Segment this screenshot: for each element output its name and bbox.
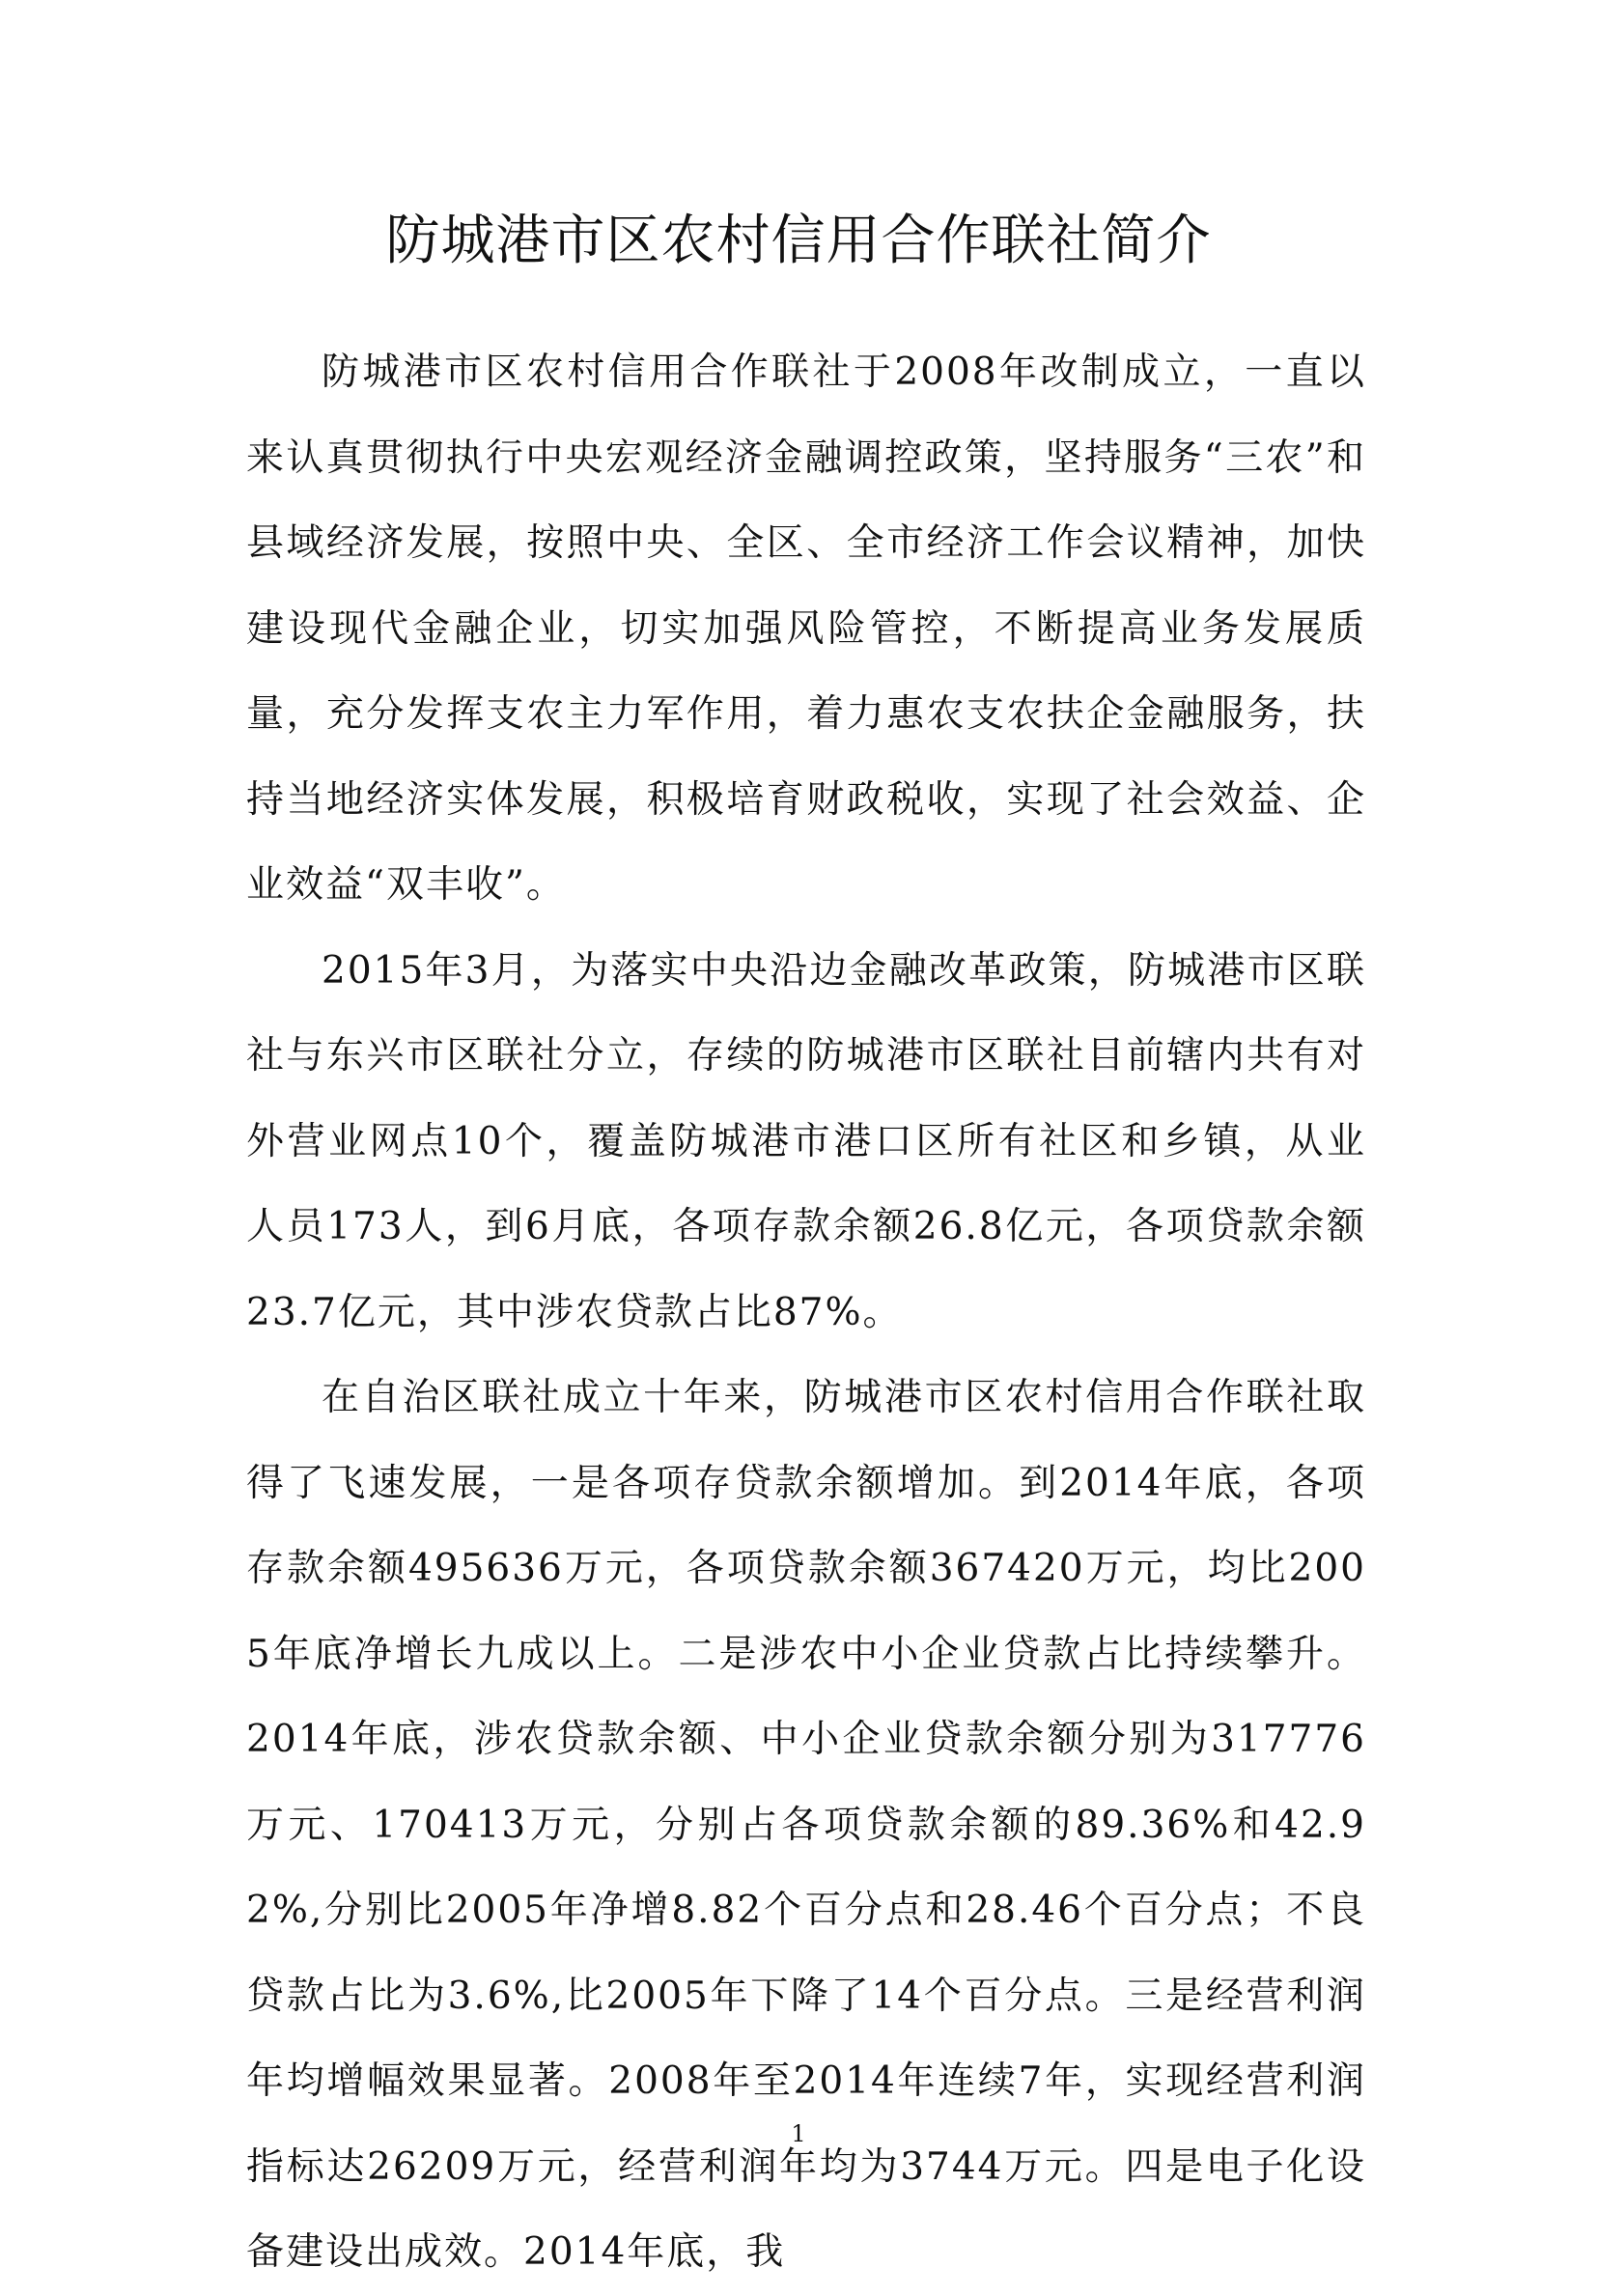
paragraph-founding: 防城港市区农村信用合作联社于2008年改制成立，一直以来认真贯彻执行中央宏观经济金融调控政策，坚持服务“三农”和县域经济发展，按照中央、全区、全市经济工作会议精神，加快建设现代金融企业，切实加强风险管控，不断提高业务发展质量，充分发挥支农主力军作用，着力惠农支农扶企金融服务，扶持当地经济实体发展，积极培育财政税收，实现了社会效益、企业效益“双丰收”。 — [246, 350, 1366, 907]
page-number: 1 — [791, 2120, 806, 2147]
document-body — [246, 330, 1366, 2296]
paragraph-development: 在自治区联社成立十年来，防城港市区农村信用合作联社取得了飞速发展，一是各项存贷款余额增加。到2014年底，各项存款余额495636万元，各项贷款余额367420万元，均比2005年底净增长九成以上。二是涉农中小企业贷款占比持续攀升。2014年底，涉农贷款余额、中小企业贷款余额分别为317776万元、170413万元，分别占各项贷款余额的89.36%和42.92%,分别比2005年净增8.82个百分点和28.46个百分点；不良贷款占比为3.6%,比2005年下降了14个百分点。三是经营利润年均增幅效果显著。2008年至2014年连续7年，实现经营利润指标达26209万元，经营利润年均为3744万元。四是电子化设备建设出成效。2014年底，我 — [246, 1376, 1366, 2274]
paragraph-split-2015: 2015年3月，为落实中央沿边金融改革政策，防城港市区联社与东兴市区联社分立，存续的防城港市区联社目前辖内共有对外营业网点10个，覆盖防城港市港口区所有社区和乡镇，从业人员173人，到6月底，各项存款余额26.8亿元，各项贷款余额23.7亿元，其中涉农贷款占比87%。 — [246, 948, 1366, 1334]
document-title: 防城港市区农村信用合作联社简介 — [385, 210, 1212, 272]
